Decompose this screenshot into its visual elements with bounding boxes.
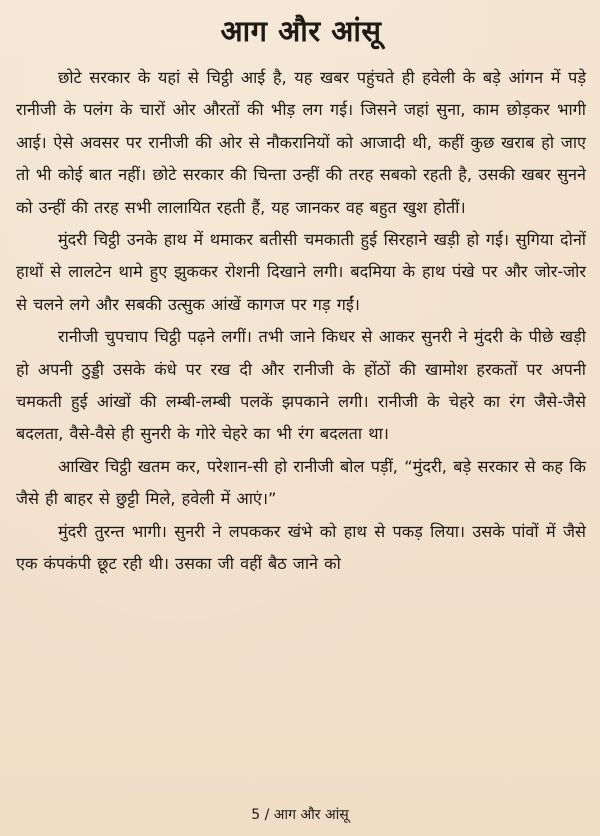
paragraph: रानीजी चुपचाप चिट्ठी पढ़ने लगीं। तभी जाने किधर से आकर सुनरी ने मुंदरी के पीछे खड़ी हो अपनी ठुड्डी उसके कंधे पर रख दी और रानीजी के होंठों की खामोश हरकतों पर अपनी चमकती हुई आंखों की लम्बी-लम्बी पलकें झपकाने लगी। रानीजी के चेहरे का रंग जैसे-जैसे बदलता, वैसे-वैसे ही सुनरी के गोरे चेहरे का भी रंग बदलता था। [16, 327, 586, 444]
paragraph: मुंदरी चिट्ठी उनके हाथ में थमाकर बतीसी चमकाती हुई सिरहाने खड़ी हो गई। सुगिया दोनों हाथों से लालटेन थामे हुए झुककर रोशनी दिखाने लगी। बदमिया के हाथ पंखे पर और जोर-जोर से चलने लगे और सबकी उत्सुक आंखें कागज पर गड़ गईं। [16, 230, 586, 314]
page-footer: 5 / आग और आंसू [251, 807, 349, 823]
paragraph: आखिर चिट्ठी खतम कर, परेशान-सी हो रानीजी बोल पड़ीं, “मुंदरी, बड़े सरकार से कह कि जैसे ही बाहर से छुट्टी मिले, हवेली में आएं।” [16, 456, 586, 509]
paragraph: छोटे सरकार के यहां से चिट्ठी आई है, यह खबर पहुंचते ही हवेली के बड़े आंगन में पड़े रानीजी के पलंग के चारों ओर औरतों की भीड़ लग गई। जिसने जहां सुना, काम छोड़कर भागी आई। ऐसे अवसर पर रानीजी की ओर से नौकरानियों को आजादी थी, कहीं कुछ खराब हो जाए तो भी कोई बात नहीं। छोटे सरकार की चिन्ता उन्हीं की तरह सबको रहती है, उसकी खबर सुनने को उन्हीं की तरह सभी लालायित रहती हैं, यह जानकर वह बहुत खुश होतीं। [16, 68, 586, 217]
paragraph: मुंदरी तुरन्त भागी। सुनरी ने लपककर खंभे को हाथ से पकड़ लिया। उसके पांवों में जैसे एक कंपकंपी छूट रही थी। उसका जी वहीं बैठ जाने को [16, 521, 586, 574]
chapter-body [16, 62, 586, 581]
chapter-title: आग और आंसू [220, 14, 382, 48]
